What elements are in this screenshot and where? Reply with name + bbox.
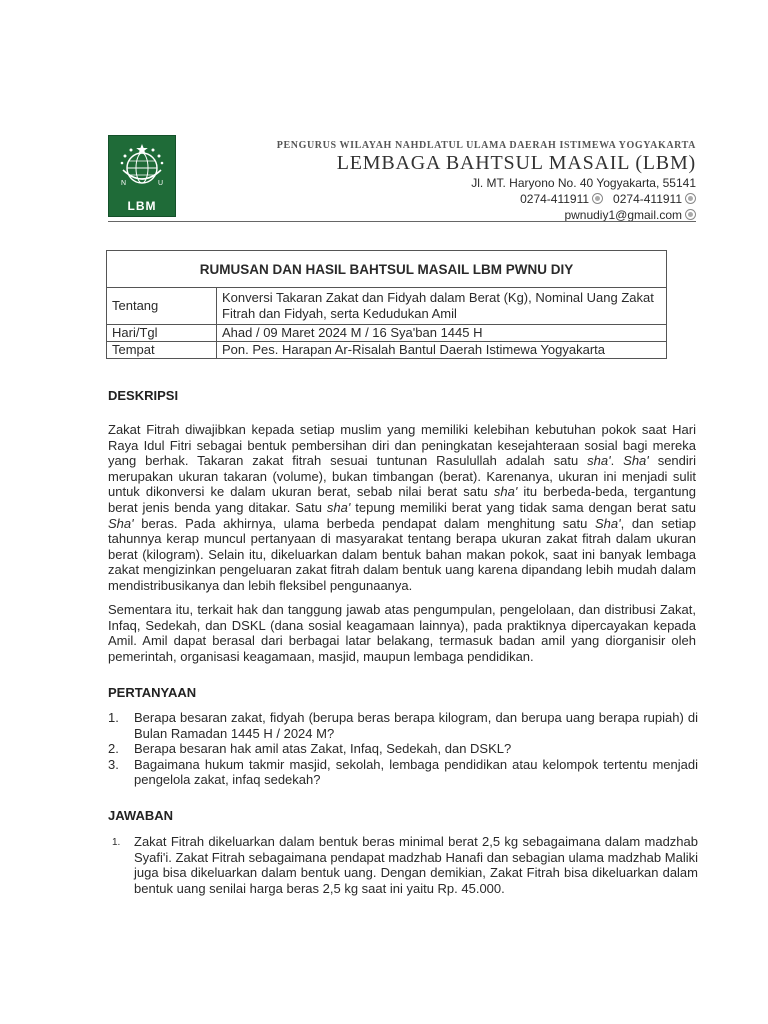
info-value: Ahad / 09 Maret 2024 M / 16 Sya'ban 1445 H [217,325,667,342]
list-item: 1. Zakat Fitrah dikeluarkan dalam bentuk beras minimal berat 2,5 kg sebagaimana dalam madzhab Syafi'i. Zakat Fitrah sebagaimana pendapat madzhab Hanafi dan sebagian ulama madzhab Maliki juga bisa dikeluarkan dalam bentuk uang. Dengan demikian, Zakat Fitrah bisa dikeluarkan dalam bentuk uang senilai harga beras 2,5 kg saat ini yaitu Rp. 45.000. [112,834,698,896]
pertanyaan-list [108,710,698,788]
org-phones [277,191,696,207]
nu-lbm-logo [108,135,176,217]
org-name: LEMBAGA BAHTSUL MASAIL (LBM) [336,152,696,174]
info-value: Pon. Pes. Harapan Ar-Risalah Bantul Daerah Istimewa Yogyakarta [217,342,667,359]
logo-letter-u: U [158,180,164,187]
deskripsi-paragraph-1: Zakat Fitrah diwajibkan kepada setiap muslim yang memiliki kelebihan kebutuhan pokok saat Hari Raya Idul Fitri sebagai bentuk pembersihan diri dan peningkatan kesejahteraan sosial bagi mereka yang berhak. Takaran zakat fitrah sesuai tuntunan Rasulullah adalah satu sha'. Sha' sendiri merupakan ukuran takaran (volume), bukan timbangan (berat). Karenanya, ukuran ini menjadi sulit untuk dikonversi ke dalam ukuran berat, sebab nilai berat satu sha' itu berbeda-beda, tergantung berat jenis benda yang ditakar. Satu sha' tepung memiliki berat yang tidak sama dengan berat satu Sha' beras. Pada akhirnya, ulama berbeda pendapat dalam menghitung satu Sha', dan setiap tahunnya kerap muncul pertanyaan di masyarakat tentang berapa ukuran zakat fitrah dalam ukuran berat (kilogram). Selain itu, dikeluarkan dalam bentuk bahan makan pokok, saat ini banyak lembaga zakat mengizinkan pengeluaran zakat fitrah dalam bentuk uang karena dipandang lebih mudah dalam mendistribusikanya dan lebih fleksibel pengunaanya. [108,422,696,593]
fax-number: 0274-411911 [613,192,682,206]
logo-letter-n: N [121,180,127,187]
phone-icon [592,193,603,204]
info-value: Konversi Takaran Zakat dan Fidyah dalam Berat (Kg), Nominal Uang Zakat Fitrah dan Fidyah, serta Kedudukan Amil [217,288,667,325]
deskripsi-paragraph-2: Sementara itu, terkait hak dan tanggung jawab atas pengumpulan, pengelolaan, dan distribusi Zakat, Infaq, Sedekah, dan DSKL (dana sosial keagamaan lainnya), pada praktiknya dipercayakan kepada Amil. Amil dapat berasal dari berbagai latar belakang, termasuk badan amil yang diorganisir oleh pemerintah, organisasi keagamaan, masjid, maupun lembaga pendidikan. [108,602,696,664]
logo-text: LBM [127,199,157,213]
info-row-tentang [107,288,667,325]
info-row-tempat [107,342,667,359]
email-address: pwnudiy1@gmail.com [564,208,682,222]
pertanyaan-heading: PERTANYAAN [108,685,197,700]
phone-number: 0274-411911 [520,192,590,206]
info-label: Tempat [107,342,217,359]
info-table [106,250,667,359]
fax-icon [685,193,696,204]
info-label: Tentang [107,288,217,325]
info-title: RUMUSAN DAN HASIL BAHTSUL MASAIL LBM PWNU DIY [107,251,667,288]
email-icon [685,209,696,220]
info-title-row [107,251,667,288]
info-label: Hari/Tgl [107,325,217,342]
globe-star-emblem-icon [109,136,175,198]
list-item: 2. Berapa besaran hak amil atas Zakat, Infaq, Sedekah, dan DSKL? [108,741,512,757]
jawaban-list [108,834,698,896]
org-address: Jl. MT. Haryono No. 40 Yogyakarta, 55141 [471,176,696,190]
header-divider [108,221,696,222]
org-subtitle: PENGURUS WILAYAH NAHDLATUL ULAMA DAERAH ISTIMEWA YOGYAKARTA [276,140,696,151]
letterhead-block [277,140,696,223]
jawaban-heading: JAWABAN [108,808,174,823]
list-item: 3. Bagaimana hukum takmir masjid, sekolah, lembaga pendidikan atau kelompok tertentu menjadi pengelola zakat, infaq sedekah? [108,756,698,788]
list-item: 1. Berapa besaran zakat, fidyah (berupa beras berapa kilogram, dan berupa uang berapa rupiah) di Bulan Ramadan 1445 H / 2024 M? [108,710,698,741]
info-row-hari-tgl [107,325,667,342]
deskripsi-heading: DESKRIPSI [108,388,179,403]
